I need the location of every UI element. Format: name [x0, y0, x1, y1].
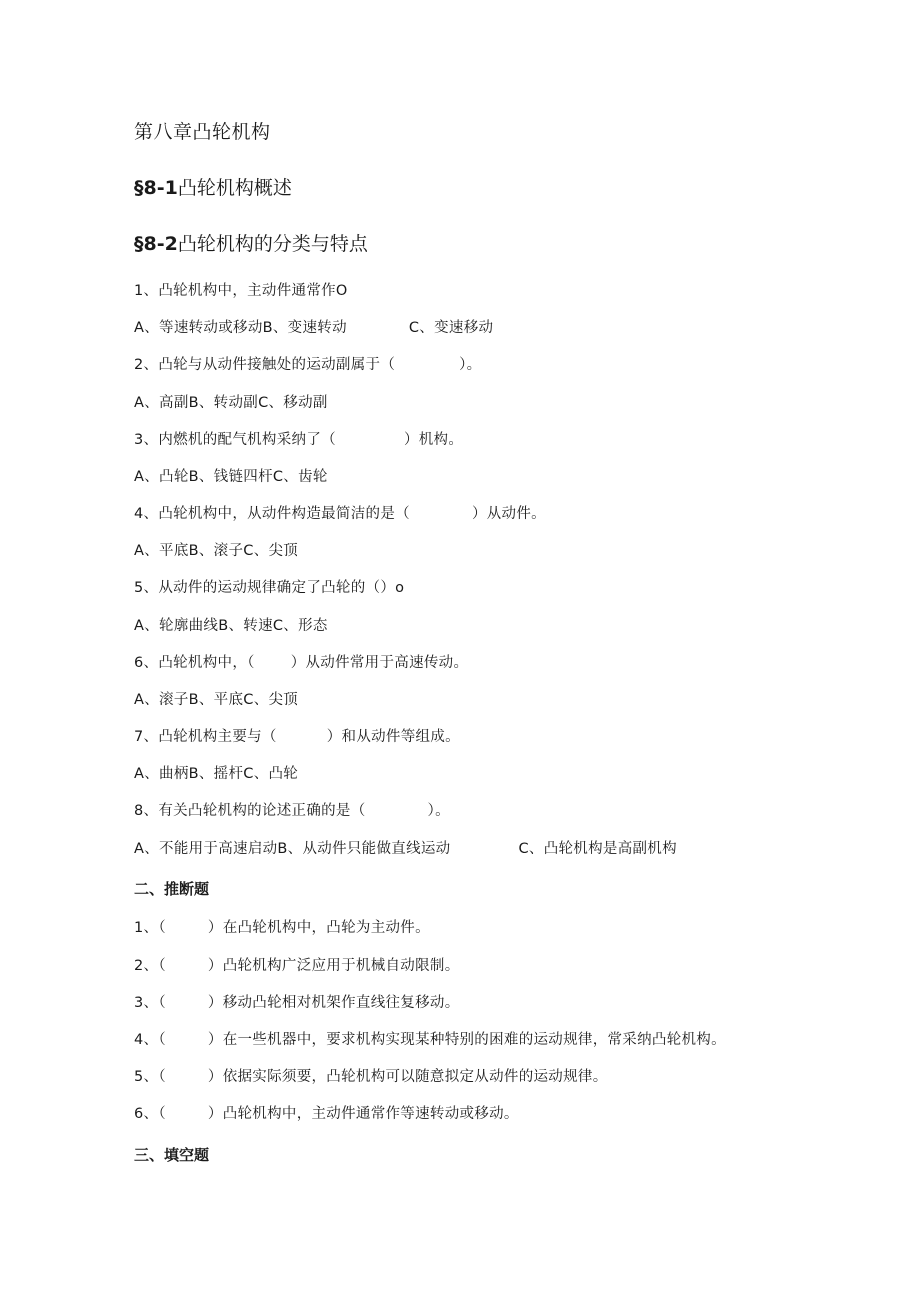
item-paren-close: ）	[207, 1032, 223, 1048]
chapter-title: 第八章凸轮机构	[134, 121, 271, 143]
item-text: 依据实际须要，凸轮机构可以随意拟定从动件的运动规律。	[222, 1069, 608, 1085]
question-7	[134, 730, 460, 745]
item-paren-close: ）	[207, 1106, 223, 1122]
option-text: C、凸轮机构是高副机构	[518, 841, 677, 857]
option-text: A、不能用于高速启动B、从动件只能做直线运动	[134, 841, 451, 857]
question-text-end: ）和从动件等组成。	[326, 729, 460, 745]
question-7-options: A、曲柄B、摇杆C、凸轮	[134, 766, 299, 782]
item-number: 5、（	[134, 1069, 166, 1085]
judgement-item-2	[134, 959, 460, 974]
item-paren-close: ）	[207, 920, 223, 936]
question-text: 7、凸轮机构主要与（	[134, 729, 277, 745]
question-4	[134, 507, 546, 522]
question-text: 4、凸轮机构中，从动件构造最简洁的是（	[134, 506, 410, 522]
question-8	[134, 804, 450, 819]
item-number: 2、（	[134, 958, 166, 974]
judgement-item-6	[134, 1107, 519, 1122]
question-1: 1、凸轮机构中，主动件通常作O	[134, 283, 348, 299]
section-number: §8-2	[134, 233, 178, 255]
item-paren-close: ）	[207, 1069, 223, 1085]
item-number: 6、（	[134, 1106, 166, 1122]
question-6-options: A、滚子B、平底C、尖顶	[134, 692, 299, 708]
item-number: 1、（	[134, 920, 166, 936]
question-text: 6、凸轮机构中，（	[134, 655, 255, 671]
part-3-heading: 三、填空题	[134, 1146, 210, 1164]
question-2-options: A、高副B、转动副C、移动副	[134, 395, 328, 411]
question-8-options	[134, 842, 677, 857]
item-paren-close: ）	[207, 958, 223, 974]
question-text-end: ）机构。	[403, 432, 464, 448]
judgement-item-3	[134, 996, 460, 1011]
question-text-end: ）。	[427, 803, 450, 819]
option-text: A、等速转动或移动B、变速转动	[134, 320, 347, 336]
question-3	[134, 433, 463, 448]
question-text-end: ）从动件常用于高速传动。	[290, 655, 469, 671]
item-text: 在一些机器中，要求机构实现某种特别的困难的运动规律，常采纳凸轮机构。	[222, 1032, 726, 1048]
judgement-item-4	[134, 1033, 726, 1048]
section-heading-8-2	[134, 235, 368, 254]
option-text: C、变速移动	[408, 320, 494, 336]
judgement-item-1	[134, 921, 430, 936]
item-text: 凸轮机构广泛应用于机械自动限制。	[222, 958, 460, 974]
item-number: 3、（	[134, 995, 166, 1011]
question-3-options: A、凸轮B、钱链四杆C、齿轮	[134, 469, 328, 485]
section-title: 凸轮机构的分类与特点	[177, 233, 368, 255]
part-2-heading: 二、推断题	[134, 880, 210, 898]
section-heading-8-1	[134, 179, 292, 198]
item-number: 4、（	[134, 1032, 166, 1048]
question-text: 2、凸轮与从动件接触处的运动副属于（	[134, 357, 396, 373]
question-6	[134, 656, 468, 671]
question-text: 3、内燃机的配气机构采纳了（	[134, 432, 336, 448]
question-2	[134, 358, 481, 373]
item-paren-close: ）	[207, 995, 223, 1011]
question-text-end: ）从动件。	[471, 506, 546, 522]
question-1-options	[134, 321, 493, 336]
section-number: §8-1	[134, 177, 178, 199]
question-5: 5、从动件的运动规律确定了凸轮的（）o	[134, 580, 405, 596]
section-title: 凸轮机构概述	[177, 177, 292, 199]
question-4-options: A、平底B、滚子C、尖顶	[134, 543, 299, 559]
item-text: 凸轮机构中，主动件通常作等速转动或移动。	[222, 1106, 519, 1122]
item-text: 移动凸轮相对机架作直线往复移动。	[222, 995, 460, 1011]
question-text-end: ）。	[459, 357, 482, 373]
question-5-options: A、轮廓曲线B、转速C、形态	[134, 618, 328, 634]
judgement-item-5	[134, 1070, 608, 1085]
question-text: 8、有关凸轮机构的论述正确的是（	[134, 803, 366, 819]
item-text: 在凸轮机构中，凸轮为主动件。	[222, 920, 430, 936]
